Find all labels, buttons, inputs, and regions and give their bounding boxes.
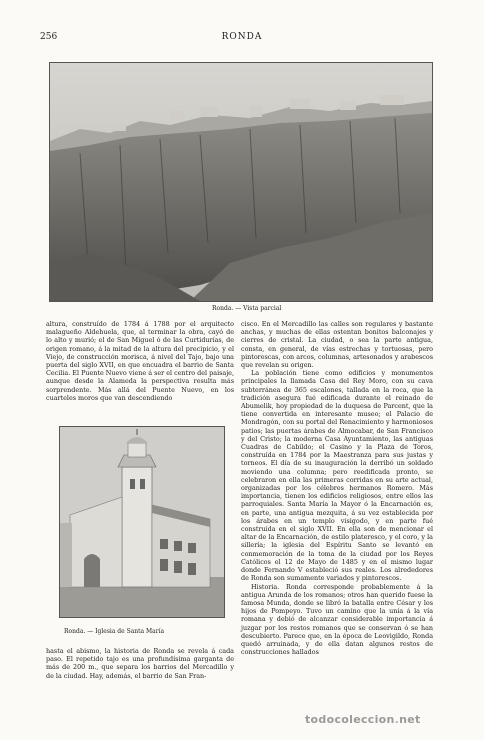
page-number: 256 <box>40 32 58 42</box>
cliff-illustration <box>50 63 432 301</box>
paragraph-right-3: Historia. Ronda corresponde probablemente á la antigua Arunda de los romanos; otros han querido fuese la famosa Munda, donde se libró la batalla entre César y los hijos de Pompeyo. Tuvo un camino que la unía á la vía romana y debió de alcanzar considerable importancia á juzgar por los restos romanos que se conservan ó se han descubierto. Parece que, en la época de Leovigildo, Ronda quedó arruinada, y de ella datan algunos restos de construcciones hallados <box>241 582 433 657</box>
photo-santa-maria-church <box>59 426 225 618</box>
paragraph-right-2: La población tiene como edificios y monumentos principales la llamada Casa del Rey Moro, con su cava subterránea de 365 escalones, tallada en la roca, que la tradición asegura fué edificada durante el reinado de Abumelik, hoy propiedad de la duquesa de Parcent, que la tiene convertida en interesante museo; el Palacio de Mondragón, con su portal del Renacimiento y harmoniosos patios; las puertas árabes de Almocabar, de San Francisco y del Cristo; la moderna Casa Ayuntamiento, las antiguas Cuadras de Cabildo; el Casino y la Plaza de Toros, construída en 1784 por la Maestranza para sus justas y torneos. El día de su inauguración la derribó un soldado moviendo una columna; pero reedificada pronto, se celebraron en ella las primeras corridas en su arte actual, organizadas por los célebres hermanos Romero. Más importancia, tienen los edificios religiosos, entre ellos las parroquiales. Santa María la Mayor ó la Encarnación es, en parte, una antigua mezquita, á su vez establecida por los árabes en un templo visigodo, y en parte fué construída en el siglo XVII. En ella son de mencionar el altar de la Encarnación, de estilo plateresco, y el coro, y la sillería; la iglesia del Espíritu Santo se levantó en conmemoración de la toma de la ciudad por los Reyes Católicos el 12 de Mayo de 1485 y en el mismo lugar donde Fernando V estableció sus reales. Los alrededores de Ronda son sumamente variados y pintorescos. <box>241 369 433 583</box>
watermark-brand: todocoleccion <box>305 713 395 726</box>
left-column-top <box>46 320 234 402</box>
watermark-tld: net <box>399 713 421 726</box>
caption-santa-maria: Ronda. — Iglesia de Santa María <box>64 628 165 635</box>
watermark: todocoleccion.net <box>305 713 421 726</box>
photo-ronda-partial-view <box>49 62 433 302</box>
running-head: RONDA <box>221 32 263 42</box>
paragraph-right-1: cisco. En el Mercadillo las calles son regulares y bastante anchas, y muchas de ellas ostentan bonitos balconajes y cierres de cristal. La ciudad, o sea la parte antigua, consta, en general, de vías estrechas y tortuosas, pero pintorescas, con arcos, columnas, artesonados y arabescos que revelan su origen. <box>241 320 433 370</box>
paragraph-left-bottom: hasta el abismo, la historia de Ronda se revela á cada paso. El repetido tajo es una profundísima garganta de más de 200 m., que separa los barrios del Mercadillo y de la ciudad. Hay, además, el barrio de San Fran- <box>46 647 234 680</box>
caption-partial-view: Ronda. — Vista parcial <box>212 305 282 312</box>
right-column <box>241 320 433 656</box>
left-column-bottom <box>46 647 234 680</box>
paragraph-left-top: altura, construído de 1784 á 1788 por el arquitecto malagueño Aldehuela, que, al terminar la obra, cayó de lo alto y murió; el de San Miguel ó de las Curtidurías, de origen romano, á la mitad de la altura del precipicio, y el Viejo, de construcción morisca, á nivel del Tajo, bajo una puerta del siglo XVII, en que encuadra el barrio de Santa Cecilia. El Puente Nuevo viene á ser el centro del paisaje, aunque desde la Alameda la perspectiva resulta más sorprendente. Más allá del Puente Nuevo, en los cuarteles moros que van descendiendo <box>46 320 234 402</box>
church-illustration <box>60 427 224 617</box>
